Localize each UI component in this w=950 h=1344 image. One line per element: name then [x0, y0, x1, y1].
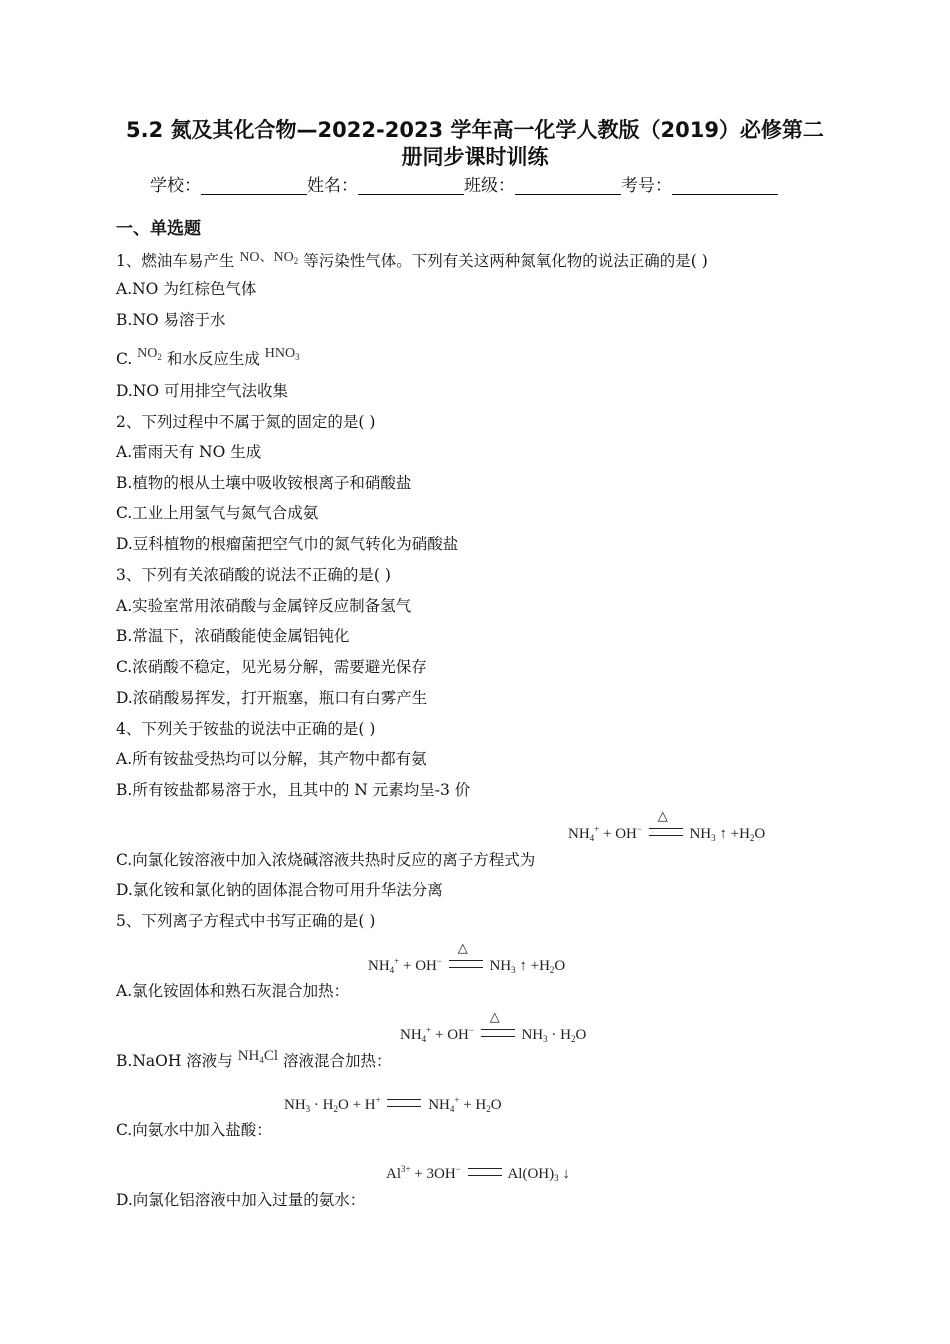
eq-nh3: NH — [689, 826, 712, 842]
eq-oh-sup: − — [468, 1025, 474, 1035]
eq-nh3: NH — [284, 1097, 306, 1113]
eq-up-arrow: ↑ — [719, 826, 727, 842]
q1-no-text: NO — [239, 250, 260, 265]
question-4-stem: 4、下列关于铵盐的说法中正确的是( ) — [116, 720, 376, 738]
q5-b-nh4-subscript: 4 — [259, 1055, 264, 1065]
eq-nh4-sub: 4 — [421, 1034, 427, 1044]
eq-dot-h: · H — [310, 1097, 334, 1113]
eq-nh3: NH — [489, 958, 512, 974]
eq-nh4: NH — [428, 1097, 450, 1113]
q1-c-formula-hno3 — [265, 346, 300, 361]
heat-triangle: △ — [489, 1009, 500, 1024]
document-title-line-1: 5.2 氮及其化合物—2022-2023 学年高一化学人教版（2019）必修第二 — [126, 118, 824, 142]
eq-nh4-sub: 4 — [449, 1104, 455, 1114]
q1-c-hno3-subscript: 3 — [295, 352, 300, 362]
class-label: 班级： — [464, 176, 515, 196]
q5-option-a: A.氯化铵固体和熟石灰混合加热： — [116, 982, 350, 1000]
exam-number-blank[interactable] — [672, 176, 778, 195]
document-title-line-2: 册同步课时训练 — [401, 145, 549, 169]
eq-o: O — [490, 1097, 502, 1113]
q4-option-a: A.所有铵盐受热均可以分解，其产物中都有氨 — [116, 750, 427, 768]
eq-o: O — [554, 958, 566, 974]
q1-option-c — [116, 346, 300, 369]
q1-c-hno3-text: HNO — [264, 346, 296, 361]
eq-h2o-sub: 2 — [486, 1104, 491, 1114]
q4-c-equation — [568, 808, 766, 843]
question-3-stem: 3、下列有关浓硝酸的说法不正确的是( ) — [116, 566, 391, 584]
eq-nh3: NH — [521, 1027, 544, 1043]
eq-nh4-sup: + — [426, 1025, 432, 1035]
q4-option-b: B.所有铵盐都易溶于水，且其中的 N 元素均呈-3 价 — [116, 781, 471, 799]
q1-c-prefix: C. — [116, 350, 133, 368]
eq-o: O — [575, 1027, 587, 1043]
q5-option-b — [116, 1048, 392, 1071]
q5-b-suffix: 溶液混合加热： — [283, 1052, 392, 1070]
section-heading: 一、单选题 — [116, 219, 201, 239]
eq-nh4: NH — [400, 1027, 422, 1043]
equals-arrow — [468, 1168, 502, 1176]
q5-b-prefix: B.NaOH 溶液与 — [116, 1052, 233, 1070]
exam-number-label: 考号： — [621, 176, 672, 196]
eq-down-arrow: ↓ — [562, 1166, 570, 1182]
school-label: 学校： — [150, 176, 201, 196]
heat-arrow — [649, 808, 683, 836]
q1-option-d: D.NO 可用排空气法收集 — [116, 382, 288, 400]
eq-h2o-sub: 2 — [749, 833, 755, 843]
eq-nh4-sup: + — [454, 1095, 460, 1105]
q4-option-c: C.向氯化铵溶液中加入浓烧碱溶液共热时反应的离子方程式为 — [116, 851, 536, 869]
heat-arrow — [481, 1009, 515, 1037]
q3-option-a: A.实验室常用浓硝酸与金属锌反应制备氢气 — [116, 597, 412, 615]
q1-no2-subscript: 2 — [293, 256, 299, 266]
eq-nh3-sub: 3 — [305, 1104, 311, 1114]
eq-oh-sup: − — [436, 956, 442, 966]
q5-b-equation — [400, 1009, 587, 1044]
q3-option-c: C.浓硝酸不稳定，见光易分解，需要避光保存 — [116, 658, 427, 676]
q5-a-equation — [368, 940, 566, 975]
heat-triangle: △ — [657, 808, 668, 823]
eq-h-sup: + — [375, 1095, 381, 1105]
q1-c-no2-text: NO — [137, 346, 158, 361]
eq-plus-h: +H — [730, 826, 750, 842]
q2-option-a: A.雷雨天有 NO 生成 — [116, 443, 262, 461]
eq-oh-sup: − — [636, 824, 642, 834]
q5-option-d: D.向氯化铝溶液中加入过量的氨水： — [116, 1191, 366, 1209]
q2-option-d: D.豆科植物的根瘤菌把空气巾的氮气转化为硝酸盐 — [116, 535, 459, 553]
heat-arrow — [449, 940, 483, 968]
question-1-stem — [116, 246, 708, 271]
q1-stem-part-a: 1、燃油车易产生 — [116, 252, 235, 270]
question-5-stem: 5、下列离子方程式中书写正确的是( ) — [116, 912, 376, 930]
eq-nh3-sub: 3 — [511, 965, 516, 975]
class-blank[interactable] — [515, 176, 621, 195]
student-info-row — [150, 171, 778, 196]
question-2-stem: 2、下列过程中不属于氮的固定的是( ) — [116, 413, 376, 431]
q1-stem-part-b: 等污染性气体。下列有关这两种氮氧化物的说法正确的是( ) — [303, 252, 708, 270]
eq-nh3-sub: 3 — [711, 833, 716, 843]
q1-option-a: A.NO 为红棕色气体 — [116, 280, 257, 298]
q5-option-c: C.向氨水中加入盐酸： — [116, 1121, 272, 1139]
q5-b-cl-text: Cl — [263, 1048, 279, 1064]
name-blank[interactable] — [358, 176, 464, 195]
eq-nh4: NH — [368, 958, 390, 974]
q2-option-b: B.植物的根从土壤中吸收铵根离子和硝酸盐 — [116, 474, 412, 492]
eq-3oh: + 3OH — [414, 1166, 456, 1182]
eq-o-plus-h: O + H — [338, 1097, 376, 1113]
q1-c-mid-text: 和水反应生成 — [166, 350, 260, 368]
eq-nh3-sub: 3 — [543, 1034, 548, 1044]
eq-nh4: NH — [568, 826, 590, 842]
eq-o: O — [754, 826, 766, 842]
name-label: 姓名： — [307, 176, 358, 196]
eq-aloh3-sub: 3 — [554, 1173, 559, 1183]
eq-h2o-sub: 2 — [549, 965, 555, 975]
eq-oh: + OH — [603, 826, 637, 842]
q1-formula-no — [239, 250, 298, 265]
eq-oh: + OH — [435, 1027, 469, 1043]
q3-option-b: B.常温下，浓硝酸能使金属铝钝化 — [116, 627, 350, 645]
school-blank[interactable] — [201, 176, 307, 195]
eq-nh4-sup: + — [594, 824, 600, 834]
eq-nh4-sub: 4 — [389, 965, 395, 975]
q1-c-no2-subscript: 2 — [157, 352, 162, 362]
q1-c-formula-no2 — [137, 346, 162, 361]
eq-al-sup: 3+ — [401, 1164, 411, 1174]
eq-up-arrow: ↑ — [519, 958, 527, 974]
q2-option-c: C.工业上用氢气与氮气合成氨 — [116, 504, 319, 522]
eq-oh-sup: − — [455, 1164, 461, 1174]
eq-al: Al — [386, 1166, 401, 1182]
q1-no2-text: NO — [273, 250, 294, 265]
q3-option-d: D.浓硝酸易挥发，打开瓶塞，瓶口有白雾产生 — [116, 689, 428, 707]
eq-oh: + OH — [403, 958, 437, 974]
eq-plus-h: + H — [463, 1097, 487, 1113]
heat-triangle: △ — [457, 940, 468, 955]
eq-aloh3: Al(OH) — [507, 1166, 555, 1182]
q5-d-equation — [386, 1164, 570, 1183]
q4-option-d: D.氯化铵和氯化钠的固体混合物可用升华法分离 — [116, 881, 443, 899]
q5-b-formula-nh4cl — [238, 1048, 278, 1064]
eq-h2o-sub: 2 — [570, 1034, 576, 1044]
equals-arrow — [387, 1099, 421, 1107]
eq-h2o-sub: 2 — [333, 1104, 338, 1114]
q1-option-b: B.NO 易溶于水 — [116, 311, 226, 329]
eq-plus-h: +H — [530, 958, 550, 974]
q1-separator: 、 — [259, 250, 274, 265]
eq-dot-h: · H — [547, 1027, 571, 1043]
eq-nh4-sup: + — [394, 956, 400, 966]
q5-c-equation — [284, 1095, 502, 1114]
q5-b-nh-text: NH — [237, 1048, 260, 1064]
eq-nh4-sub: 4 — [589, 833, 595, 843]
